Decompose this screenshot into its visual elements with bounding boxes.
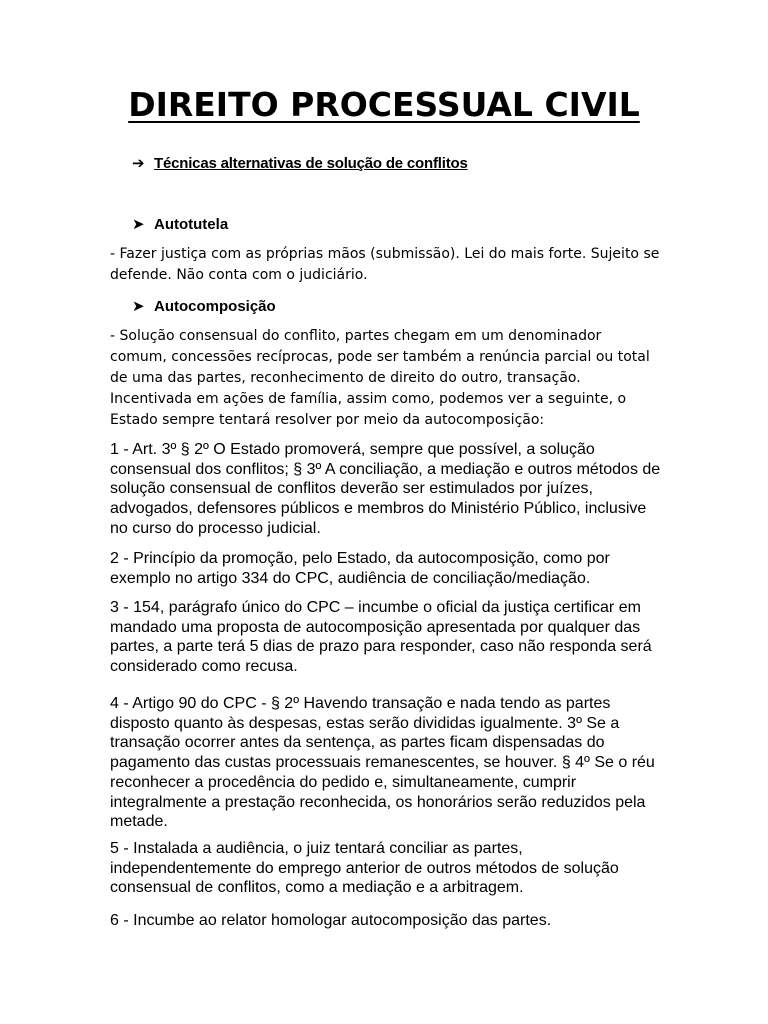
arrowhead-bullet-icon: ➤ xyxy=(132,297,145,315)
subtitle-line xyxy=(132,153,468,174)
list-item-5: 5 - Instalada a audiência, o juiz tentará conciliar as partes, independentemente do emprego anterior de outros métodos de solução consensual de conflitos, como a mediação e a arbitragem. xyxy=(110,840,619,897)
arrow-right-bullet-icon: ➔ xyxy=(132,154,145,172)
list-item-4: 4 - Artigo 90 do CPC - § 2º Havendo transação e nada tendo as partes disposto quanto às despesas, estas serão divididas igualmente. 3º Se a transação ocorrer antes da sentença, as partes ficam dispensadas do pagamento das custas processuais remanescentes, se houver. § 4º Se o réu reconhecer a procedência do pedido e, simultaneamente, cumprir integralmente a prestação reconhecida, os honorários serão reduzidos pela metade. xyxy=(110,695,655,831)
heading-autocomposicao xyxy=(132,296,276,317)
arrowhead-bullet-icon: ➤ xyxy=(132,215,145,233)
section-paragraph-autotutela: - Fazer justiça com as próprias mãos (submissão). Lei do mais forte. Sujeito se defende. Não conta com o judiciário. xyxy=(110,246,660,283)
subtitle: Técnicas alternativas de solução de conflitos xyxy=(154,155,468,172)
section-paragraph-autocomposicao: - Solução consensual do conflito, partes chegam em um denominador comum, concessões recíprocas, pode ser também a renúncia parcial ou total de uma das partes, reconhecimento de direito do outro, transação. Incentivada em ações de família, assim como, podemos ver a seguinte, o Estado sempre tentará resolver por meio da autocomposição: xyxy=(110,328,650,428)
heading-autotutela xyxy=(132,214,228,235)
section-heading: Autotutela xyxy=(154,216,229,233)
section-heading: Autocomposição xyxy=(154,298,276,315)
list-item-3: 3 - 154, parágrafo único do CPC – incumbe o oficial da justiça certificar em mandado uma proposta de autocomposição apresentada por qualquer das partes, a parte terá 5 dias de prazo para responder, caso não responda será considerado como recusa. xyxy=(110,599,652,676)
list-item-2: 2 - Princípio da promoção, pelo Estado, da autocomposição, como por exemplo no artigo 334 do CPC, audiência de conciliação/mediação. xyxy=(110,550,610,587)
page-title: DIREITO PROCESSUAL CIVIL xyxy=(128,85,640,124)
list-item-6: 6 - Incumbe ao relator homologar autocomposição das partes. xyxy=(110,912,552,929)
list-item-1: 1 - Art. 3º § 2º O Estado promoverá, sempre que possível, a solução consensual dos conflitos; § 3º A conciliação, a mediação e outros métodos de solução consensual de conflitos deverão ser estimulados por juízes, advogados, defensores públicos e membros do Ministério Público, inclusive no curso do processo judicial. xyxy=(110,441,661,537)
